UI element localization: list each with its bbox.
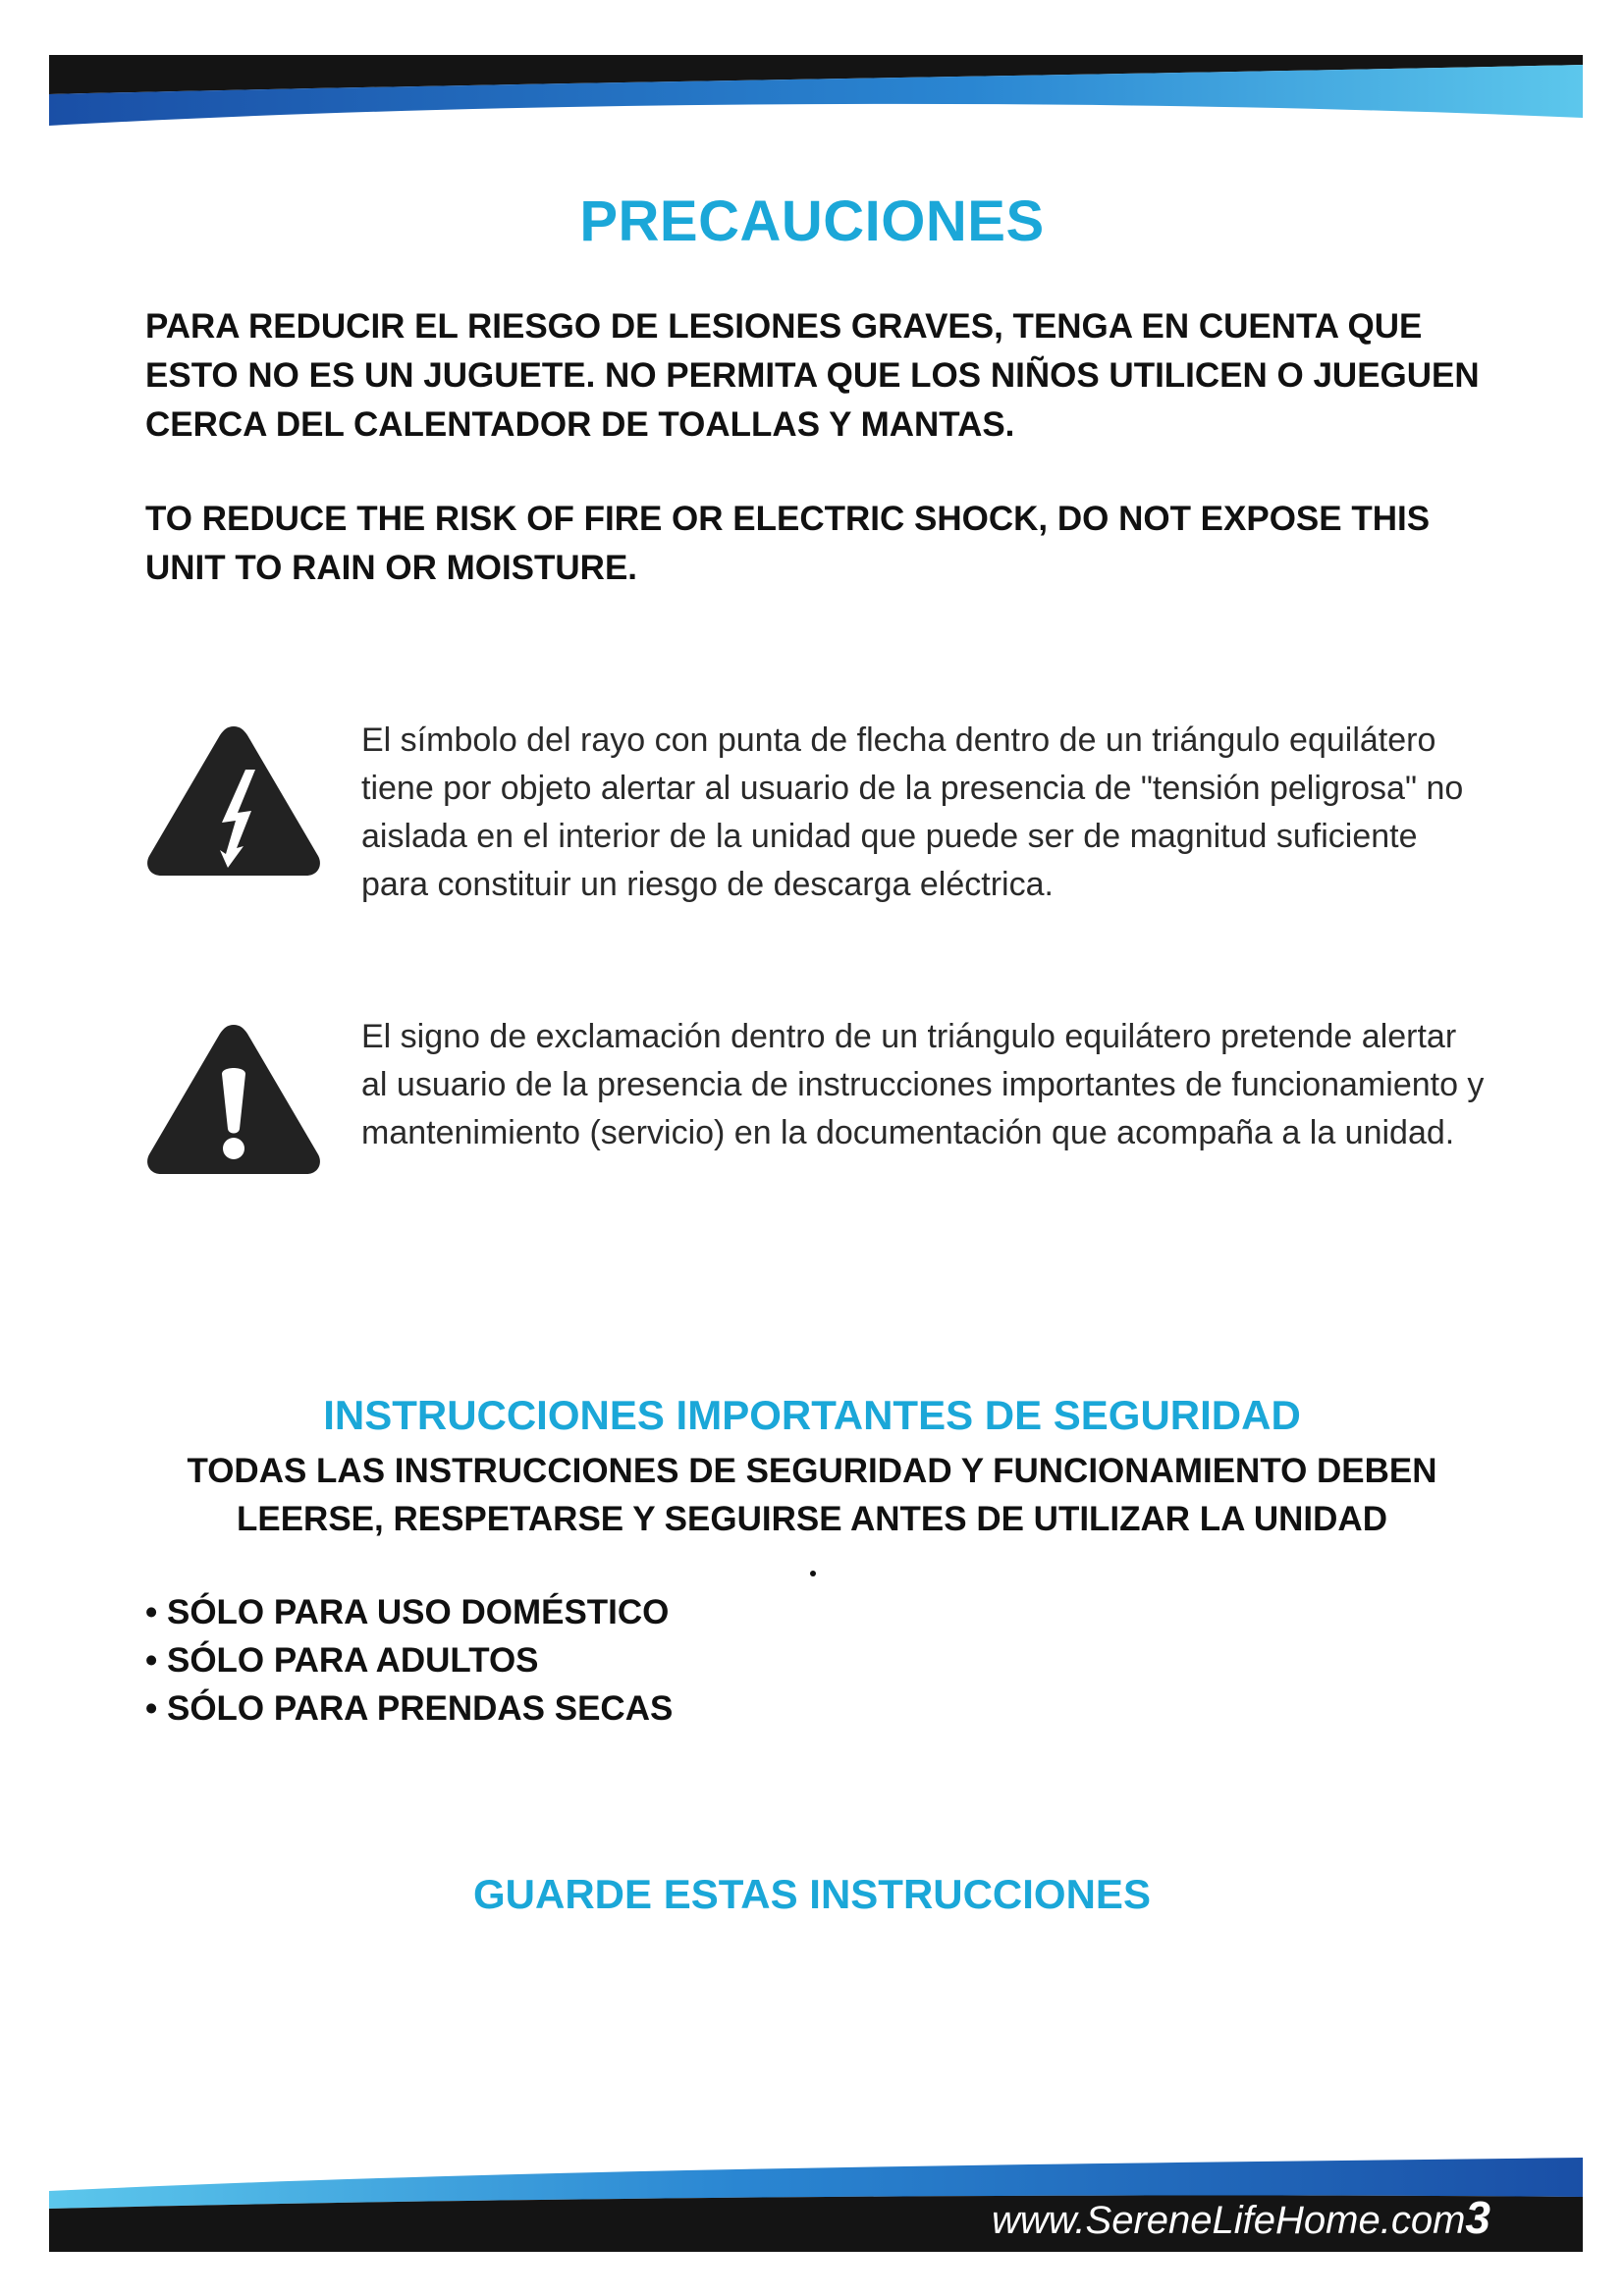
website-link[interactable]: www.SereneLifeHome.com xyxy=(991,2199,1466,2242)
footer-website xyxy=(992,2191,1490,2244)
list-item: • SÓLO PARA PRENDAS SECAS xyxy=(145,1684,673,1733)
center-dot xyxy=(810,1571,816,1576)
lightning-symbol-description: El símbolo del rayo con punta de flecha dentro de un triángulo equilátero tiene por objeto alertar al usuario de la presencia de "tensión peligrosa" no aislada en el interior de la unidad que puede ser de magnitud suficiente para constituir un riesgo de descarga eléctrica. xyxy=(361,721,1464,903)
list-item: • SÓLO PARA USO DOMÉSTICO xyxy=(145,1588,673,1636)
save-instructions-heading: GUARDE ESTAS INSTRUCCIONES xyxy=(473,1871,1151,1917)
header-band xyxy=(49,55,1583,126)
lightning-warning-icon xyxy=(143,721,324,881)
safety-subheading: TODAS LAS INSTRUCCIONES DE SEGURIDAD Y FUNCIONAMIENTO DEBEN LEERSE, RESPETARSE Y SEGUIRSE ANTES DE UTILIZAR LA UNIDAD xyxy=(187,1452,1437,1538)
safety-heading: INSTRUCCIONES IMPORTANTES DE SEGURIDAD xyxy=(323,1392,1301,1438)
page-title: PRECAUCIONES xyxy=(579,189,1045,253)
safety-list xyxy=(145,1588,673,1733)
page-number: 3 xyxy=(1465,2192,1490,2243)
warning-spanish: PARA REDUCIR EL RIESGO DE LESIONES GRAVES, TENGA EN CUENTA QUE ESTO NO ES UN JUGUETE. NO PERMITA QUE LOS NIÑOS UTILICEN O JUEGUEN CERCA DEL CALENTADOR DE TOALLAS Y MANTAS. xyxy=(145,307,1480,444)
list-item: • SÓLO PARA ADULTOS xyxy=(145,1636,673,1684)
exclamation-warning-icon xyxy=(143,1019,324,1180)
warning-english: TO REDUCE THE RISK OF FIRE OR ELECTRIC SHOCK, DO NOT EXPOSE THIS UNIT TO RAIN OR MOISTURE. xyxy=(145,500,1431,587)
exclamation-symbol-description: El signo de exclamación dentro de un triángulo equilátero pretende alertar al usuario de la presencia de instrucciones importantes de funcionamiento y mantenimiento (servicio) en la documentación que acompaña a la unidad. xyxy=(361,1018,1485,1151)
